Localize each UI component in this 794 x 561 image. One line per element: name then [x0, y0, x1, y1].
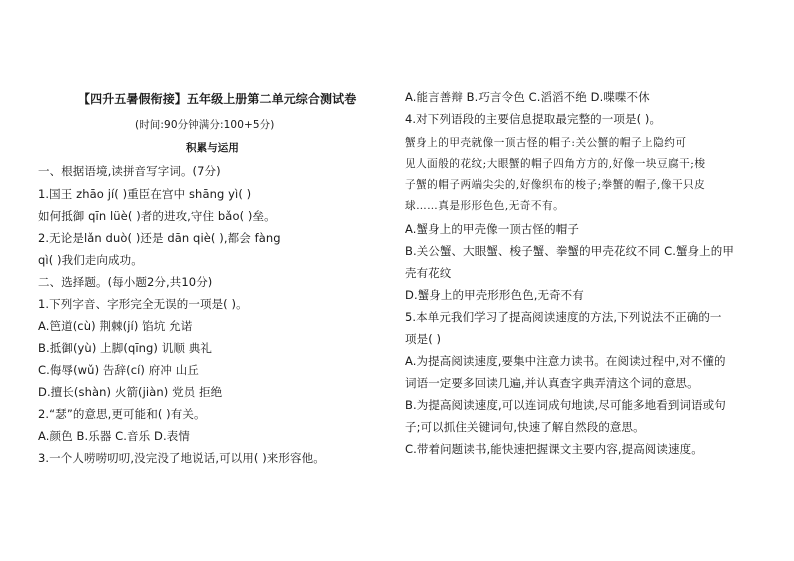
q2-4-option-d: D.蟹身上的甲壳形形色色,无奇不有 — [405, 288, 584, 302]
q2-3-stem: 3.一个人唠唠叨叨,没完没了地说话,可以用( )来形容他。 — [38, 451, 325, 465]
q2-1-option-a: A.笆道(cù) 荆棘(jí) 馅坑 允诺 — [38, 319, 193, 333]
q2-2-stem: 2.“瑟”的意思,更可能和( )有关。 — [38, 407, 206, 421]
exam-subtitle: (时间:90分钟满分:100+5分) — [135, 119, 275, 131]
q1-line-2: 如何抵御 qīn lüè( )者的进攻,守住 bǎo( )垒。 — [38, 209, 276, 223]
q2-4-stem: 4.对下列语段的主要信息提取最完整的一项是( )。 — [405, 112, 662, 126]
q2-5-option-c: C.带着问题读书,能快速把握课文主要内容,提高阅读速度。 — [405, 442, 703, 456]
q2-3-options: A.能言善辩 B.巧言令色 C.滔滔不绝 D.喋喋不休 — [405, 90, 650, 104]
q2-5-stem-1: 5.本单元我们学习了提高阅读速度的方法,下列说法不正确的一 — [405, 310, 722, 324]
q1-line-3: 2.无论是lǎn duò( )还是 dān qiè( ),都会 fàng — [38, 231, 281, 245]
q2-4-option-b-c: B.关公蟹、大眼蟹、梭子蟹、拳蟹的甲壳花纹不同 C.蟹身上的甲 — [405, 244, 734, 258]
q2-1-stem: 1.下列字音、字形完全无误的一项是( )。 — [38, 297, 248, 311]
q2-5-option-a-2: 词语一定要多回读几遍,并认真查字典弄清这个词的意思。 — [405, 376, 699, 390]
q2-5-option-b-2: 子;可以抓住关键词句,快速了解自然段的意思。 — [405, 420, 645, 434]
q2-2-options: A.颜色 B.乐器 C.音乐 D.表情 — [38, 429, 190, 443]
q2-4-option-c-cont: 壳有花纹 — [405, 266, 452, 280]
passage-line-3: 子蟹的帽子两端尖尖的,好像织布的梭子;拳蟹的帽子,像干只皮 — [405, 179, 706, 191]
section-heading: 积累与运用 — [186, 142, 239, 154]
q2-5-stem-2: 项是( ) — [405, 332, 442, 346]
passage-line-1: 蟹身上的甲壳就像一顶古怪的帽子:关公蟹的帽子上隐约可 — [405, 137, 687, 149]
q2-heading: 二、选择题。(每小题2分,共10分) — [38, 275, 213, 289]
passage-line-4: 球……真是形形色色,无奇不有。 — [405, 200, 565, 212]
q2-5-option-a-1: A.为提高阅读速度,要集中注意力读书。在阅读过程中,对不懂的 — [405, 354, 726, 368]
q2-1-option-c: C.侮辱(wǔ) 告辞(cí) 府冲 山丘 — [38, 363, 199, 377]
q2-5-option-b-1: B.为提高阅读速度,可以连词成句地读,尽可能多地看到词语或句 — [405, 398, 726, 412]
q2-1-option-b: B.抵御(yù) 上脚(qīng) 讥顺 典礼 — [38, 341, 212, 355]
exam-title: 【四升五暑假衔接】五年级上册第二单元综合测试卷 — [78, 92, 357, 106]
passage-line-2: 见人面般的花纹;大眼蟹的帽子四角方方的,好像一块豆腐干;梭 — [405, 158, 706, 170]
q1-heading: 一、根据语境,读拼音写字词。(7分) — [38, 164, 221, 178]
q2-1-option-d: D.擅长(shàn) 火箭(jiàn) 党员 拒绝 — [38, 385, 223, 399]
q1-line-1: 1.国王 zhāo jí( )重臣在宫中 shāng yì( ) — [38, 187, 252, 201]
q2-4-option-a: A.蟹身上的甲壳像一顶古怪的帽子 — [405, 222, 579, 236]
q1-line-4: qì( )我们走向成功。 — [38, 253, 143, 267]
